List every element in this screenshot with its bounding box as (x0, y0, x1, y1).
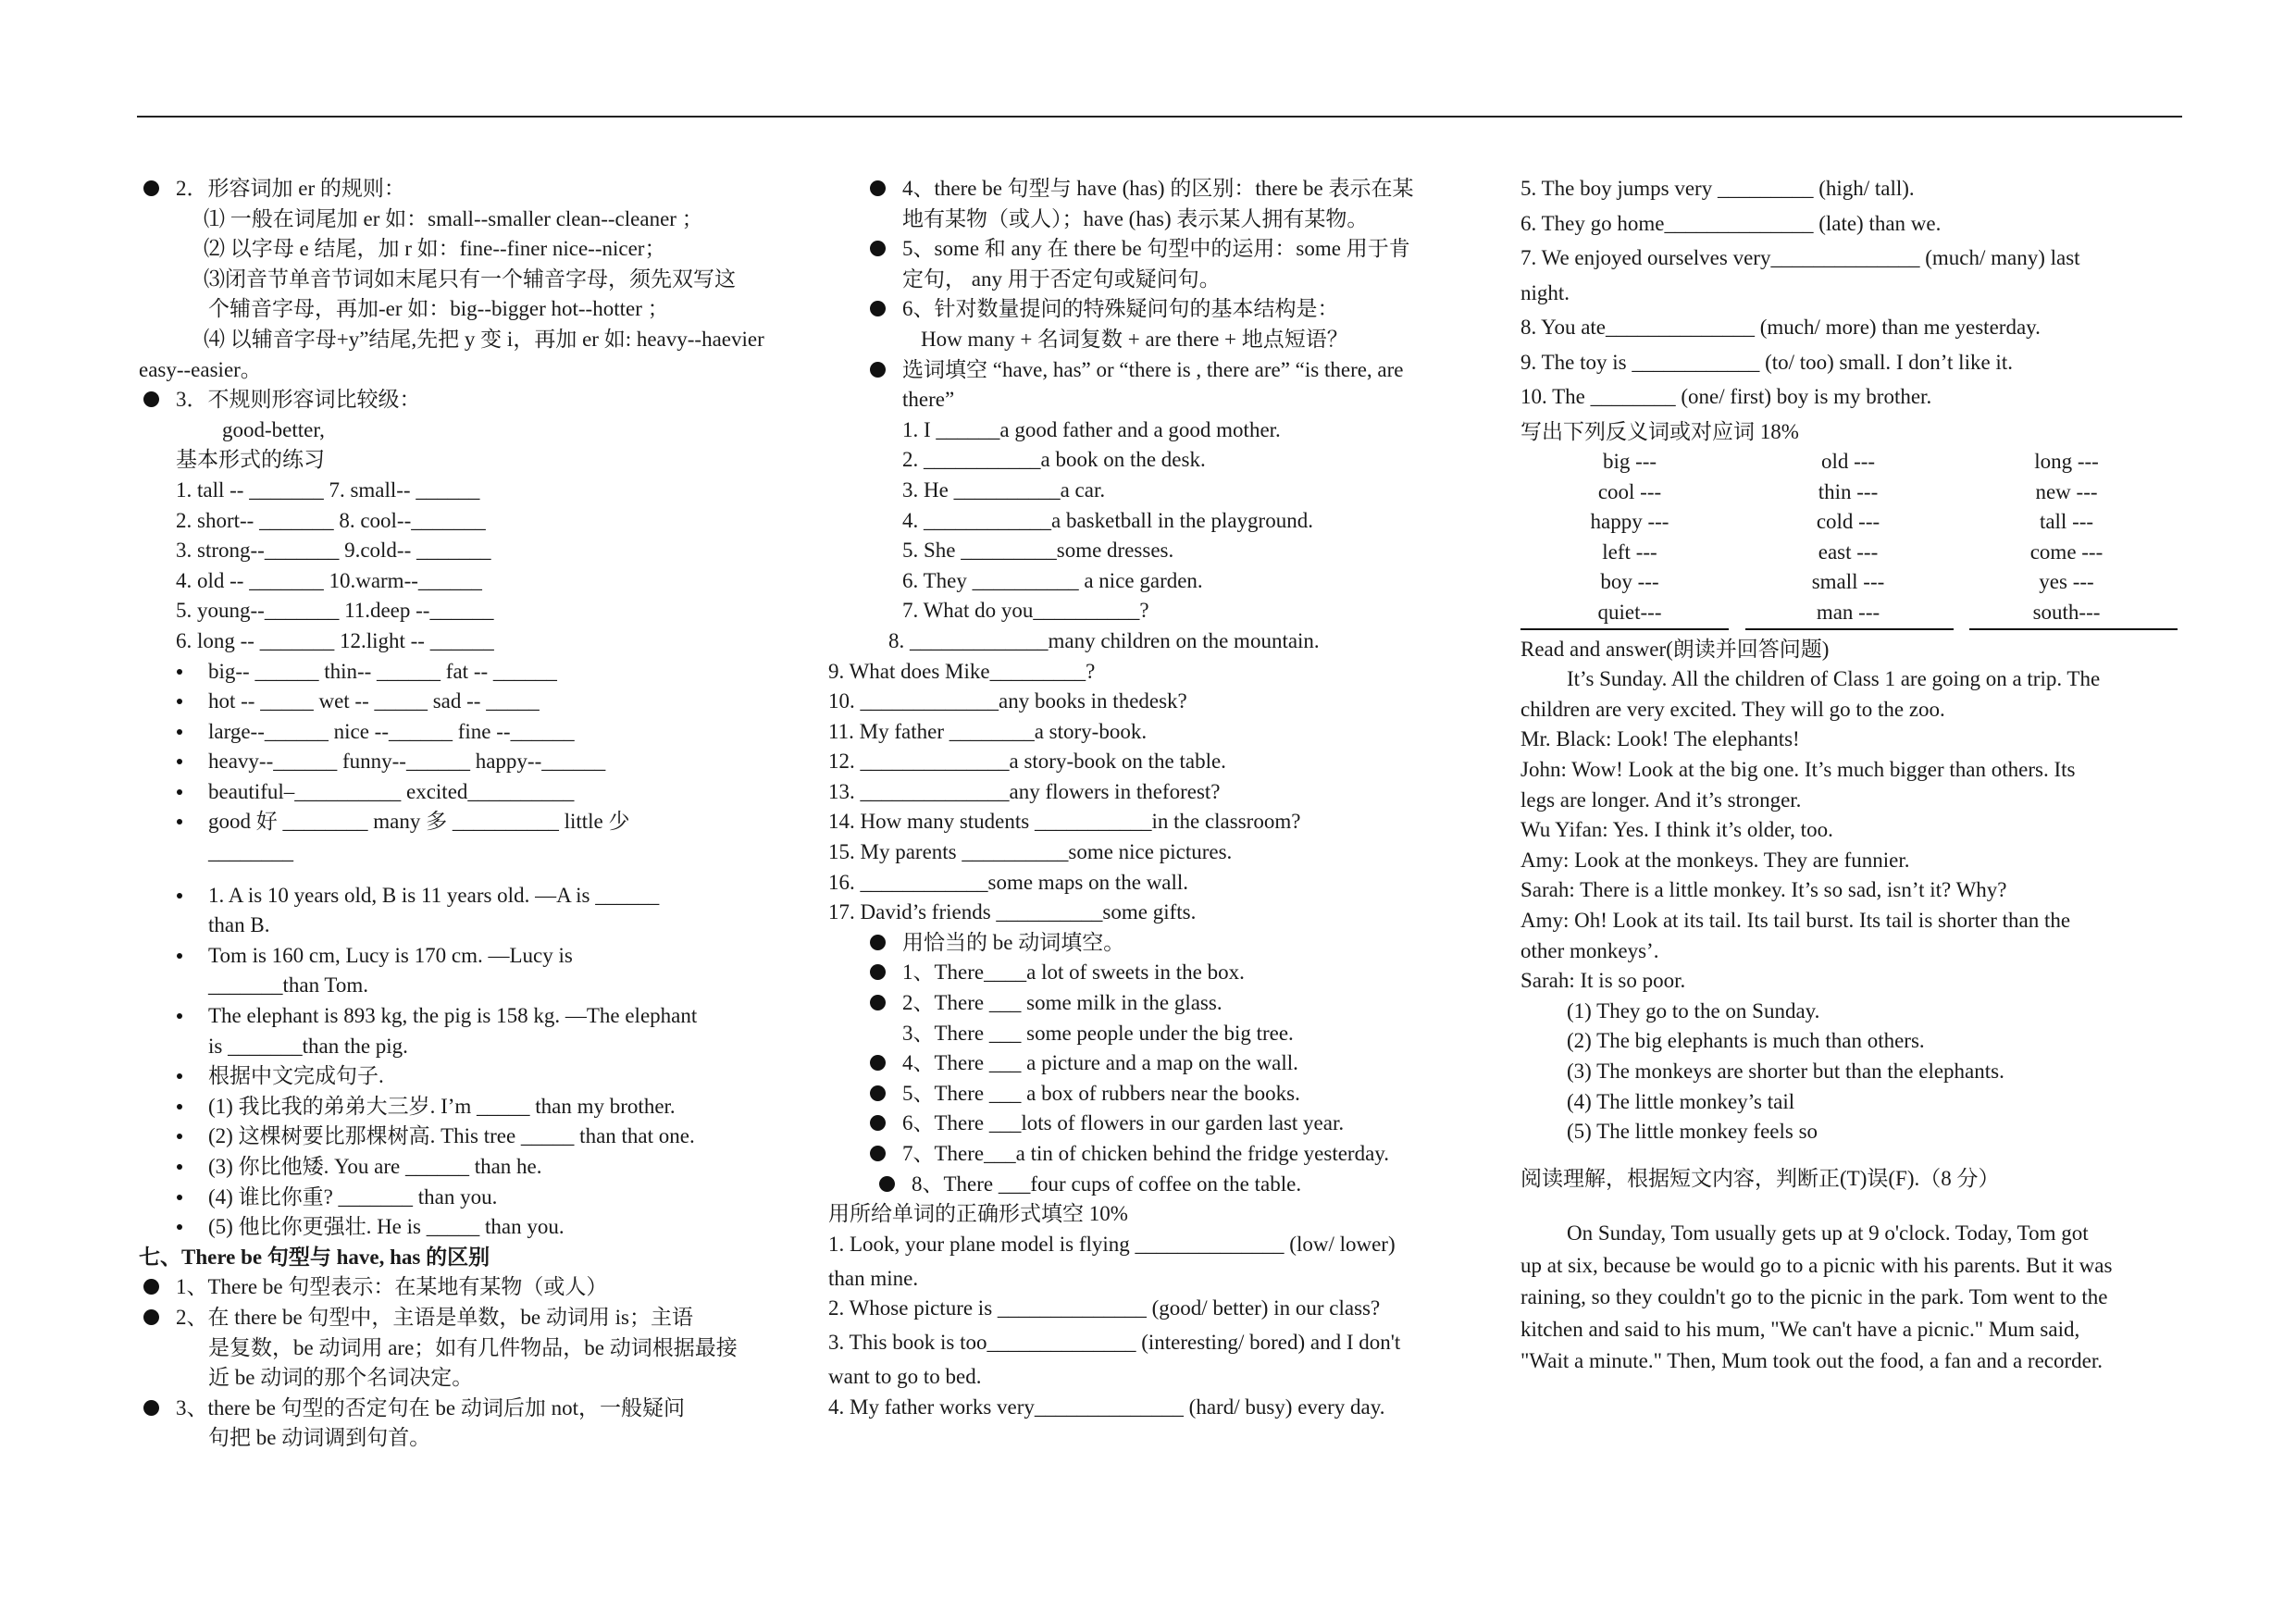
bullet-icon (870, 180, 886, 196)
text-line: (4) 谁比你重? _______ than you. (139, 1183, 842, 1213)
header-rule (137, 116, 2182, 118)
antonym-item: happy --- (1590, 510, 1669, 534)
text-line: (3) 你比他矮. You are ______ than he. (139, 1152, 842, 1183)
text-line: _______than Tom. (208, 973, 369, 998)
text-line: large--______ nice --______ fine --______ (139, 717, 842, 748)
antonym-item: old --- (1820, 450, 1876, 474)
text-line: ⑶闭音节单音节词如末尾只有一个辅音字母，须先双写这 (204, 267, 736, 291)
text-line: 7、There___a tin of chicken behind the fridge yesterday. (828, 1139, 1495, 1170)
bullet-icon (870, 241, 886, 256)
text-line: 3. This book is too______________ (interesting/ bored) and I don't (828, 1331, 1401, 1355)
bullet-icon (143, 180, 159, 196)
exercise-line: 7. We enjoyed ourselves very______________ (much/ many) last (1520, 246, 2080, 269)
story-line: (5) The little monkey feels so (1567, 1120, 1818, 1144)
bullet-icon (870, 964, 886, 980)
text-line: easy--easier。 (139, 357, 262, 381)
small-bullet-icon (177, 893, 182, 899)
antonym-item: east --- (1818, 539, 1879, 564)
fill-in-exercise-continued (1520, 174, 2178, 417)
text-line: 2．形容词加 er 的规则： (139, 174, 842, 205)
antonym-underline (1520, 628, 2178, 631)
text-line: 2、There ___ some milk in the glass. (828, 988, 1495, 1019)
story-line: (2) The big elephants is much than others. (1567, 1029, 1925, 1053)
text-line: 选词填空 “have, has” or “there is , there are” “is there, are (828, 355, 1495, 386)
text-line: 6、针对数量提问的特殊疑问句的基本结构是： (828, 294, 1495, 325)
text-line: 12. ______________a story-book on the table. (828, 750, 1226, 774)
text-line: 句把 be 动词调到句首。 (208, 1426, 431, 1450)
text-line: 1. A is 10 years old, B is 11 years old. —A is ______ (139, 881, 842, 911)
passage-line: up at six, because be would go to a picnic with his parents. But it was (1520, 1253, 2113, 1277)
text-line: 1、There____a lot of sweets in the box. (828, 958, 1495, 988)
text-line: 16. ____________some maps on the wall. (828, 870, 1189, 894)
text-line: 15. My parents __________some nice pictures. (828, 840, 1233, 864)
column-right (1520, 174, 2178, 1378)
text-line: 近 be 动词的那个名词决定。 (208, 1366, 474, 1390)
antonym-item: cool --- (1597, 479, 1662, 503)
bullet-icon (870, 995, 886, 1010)
antonym-item: long --- (2034, 450, 2099, 474)
bullet-icon (870, 1055, 886, 1071)
text-line: 3、there be 句型的否定句在 be 动词后加 not，一般疑问 (139, 1394, 842, 1424)
antonym-item: new --- (2035, 479, 2098, 503)
text-line: ⑵ 以字母 e 结尾，加 r 如：fine--finer nice--nicer； (204, 237, 666, 261)
text-line: 4、There ___ a picture and a map on the wall. (828, 1048, 1495, 1079)
antonym-row (1520, 507, 2178, 538)
antonym-item: left --- (1602, 539, 1657, 564)
antonym-item: yes --- (2039, 570, 2094, 594)
small-bullet-icon (177, 1195, 182, 1200)
antonym-title: 写出下列反义词或对应词 18% (1520, 419, 1799, 443)
antonym-item: boy --- (1600, 570, 1659, 594)
antonym-item: thin --- (1818, 479, 1879, 503)
story-line: Amy: Oh! Look at its tail. Its tail burst. Its tail is shorter than the (1520, 909, 2071, 932)
read-title: Read and answer(朗读并回答问题) (1520, 637, 1830, 661)
text-line: 4. ____________a basketball in the playground. (902, 508, 1313, 532)
small-bullet-icon (177, 1073, 182, 1079)
text-line: 2. Whose picture is ______________ (good/ better) in our class? (828, 1296, 1381, 1320)
small-bullet-icon (177, 819, 182, 824)
text-line: 用恰当的 be 动词填空。 (828, 928, 1495, 959)
text-line: 4. old -- _______ 10.warm--______ (176, 568, 482, 592)
column-left (139, 174, 842, 1454)
small-bullet-icon (177, 1164, 182, 1170)
text-line: The elephant is 893 kg, the pig is 158 kg. —The elephant (139, 1001, 842, 1032)
text-line: 4、there be 句型与 have (has) 的区别：there be 表示在某 (828, 174, 1495, 205)
story-line: Sarah: There is a little monkey. It’s so sad, isn’t it? Why? (1520, 878, 2007, 902)
bullet-icon (143, 1400, 159, 1416)
passage-line: kitchen and said to his mum, "We can't have a picnic." Mum said, (1520, 1317, 2080, 1341)
bullet-icon (870, 301, 886, 316)
text-line: 地有某物（或人）；have (has) 表示某人拥有某物。 (902, 206, 1369, 230)
story-line: (3) The monkeys are shorter but than the elephants. (1567, 1059, 2004, 1083)
text-line: 是复数，be 动词用 are；如有几件物品，be 动词根据最接 (208, 1335, 738, 1359)
story-line: It’s Sunday. All the children of Class 1 are going on a trip. The (1567, 667, 2101, 691)
text-line: 1. Look, your plane model is flying ______________ (low/ lower) (828, 1232, 1396, 1256)
exercise-line: 9. The toy is ____________ (to/ too) small. I don’t like it. (1520, 350, 2013, 374)
text-line: 8. _____________many children on the mountain. (888, 628, 1320, 652)
text-line: 3. He __________a car. (902, 477, 1106, 502)
text-line: 1. tall -- _______ 7. small-- ______ (176, 477, 480, 502)
antonym-table (1520, 447, 2178, 628)
text-line: 9. What does Mike_________? (828, 659, 1096, 683)
story-line: Mr. Black: Look! The elephants! (1520, 727, 1800, 751)
small-bullet-icon (177, 953, 182, 959)
text-line: ⑴ 一般在词尾加 er 如：small--smaller clean--cleaner ； (204, 206, 703, 230)
judge-title: 阅读理解，根据短文内容，判断正(T)误(F).（8 分） (1520, 1166, 2000, 1190)
small-bullet-icon (177, 1134, 182, 1139)
text-line: 1、There be 句型表示：在某地有某物（或人） (139, 1272, 842, 1303)
text-line: 10. _____________any books in thedesk? (828, 689, 1187, 713)
text-line: 13. ______________any flowers in theforest? (828, 779, 1221, 803)
text-line: 7. What do you__________? (902, 599, 1149, 623)
story-line: John: Wow! Look at the big one. It’s much bigger than others. Its (1520, 758, 2076, 782)
antonym-item: tall --- (2039, 510, 2094, 534)
text-line: ⑷ 以辅音字母+y”结尾,先把 y 变 i，再加 er 如: heavy--haevier (204, 327, 764, 351)
bullet-icon (870, 1146, 886, 1161)
antonym-row (1520, 598, 2178, 628)
text-line: Tom is 160 cm, Lucy is 170 cm. —Lucy is (139, 941, 842, 972)
story-line: Amy: Look at the monkeys. They are funnier. (1520, 848, 1910, 872)
small-bullet-icon (177, 1013, 182, 1019)
text-line: 4. My father works very______________ (hard/ busy) every day. (828, 1395, 1385, 1419)
antonym-row (1520, 538, 2178, 568)
exercise-line: 6. They go home______________ (late) than we. (1520, 211, 1942, 235)
small-bullet-icon (177, 669, 182, 675)
text-line: 6. long -- _______ 12.light -- ______ (176, 628, 494, 652)
antonym-item: man --- (1816, 601, 1880, 625)
text-line: 3．不规则形容词比较级： (139, 385, 842, 415)
antonym-row (1520, 477, 2178, 508)
antonym-item: small --- (1811, 570, 1885, 594)
story-line: (1) They go to the on Sunday. (1567, 998, 1820, 1023)
small-bullet-icon (177, 1104, 182, 1110)
small-bullet-icon (177, 789, 182, 795)
antonym-item: quiet--- (1597, 601, 1662, 625)
story-line: other monkeys’. (1520, 938, 1659, 962)
exercise-line: 5. The boy jumps very _________ (high/ tall). (1520, 177, 1915, 200)
text-line: 1. I ______a good father and a good mother. (902, 417, 1281, 441)
text-line: 6. They __________ a nice garden. (902, 568, 1203, 592)
text-line: 3、There ___ some people under the big tree. (902, 1021, 1294, 1045)
story-line: legs are longer. And it’s stronger. (1520, 787, 1802, 812)
bullet-icon (870, 362, 886, 378)
antonym-row (1520, 447, 2178, 477)
text-line: good-better, (222, 417, 325, 441)
exercise-line: night. (1520, 280, 1570, 304)
text-line: 5、some 和 any 在 there be 句型中的运用：some 用于肯 (828, 234, 1495, 265)
story-line: Wu Yifan: Yes. I think it’s older, too. (1520, 818, 1833, 842)
antonym-item: south--- (2032, 601, 2101, 625)
text-line: than mine. (828, 1266, 919, 1290)
text-line: 8、There ___four cups of coffee on the table. (828, 1170, 1495, 1200)
passage-line: "Wait a minute." Then, Mum took out the food, a fan and a recorder. (1520, 1349, 2104, 1373)
column-middle (828, 174, 1495, 1427)
text-line: 17. David’s friends __________some gifts. (828, 900, 1197, 924)
bullet-icon (870, 935, 886, 950)
small-bullet-icon (177, 759, 182, 764)
antonym-item: big --- (1602, 450, 1657, 474)
text-line: 6、There ___lots of flowers in our garden last year. (828, 1109, 1495, 1139)
text-line: 5. She _________some dresses. (902, 539, 1174, 563)
text-line: good 好 ________ many 多 __________ little 少 (139, 807, 842, 837)
text-line: How many + 名词复数 + are there + 地点短语？ (921, 327, 1348, 351)
story-line: (4) The little monkey’s tail (1567, 1089, 1795, 1113)
text-line: 5、There ___ a box of rubbers near the books. (828, 1079, 1495, 1110)
bullet-icon (143, 391, 159, 407)
exercise-line: 10. The ________ (one/ first) boy is my brother. (1520, 385, 1932, 408)
passage-line: On Sunday, Tom usually gets up at 9 o'clock. Today, Tom got (1567, 1221, 2089, 1246)
passage-line: raining, so they couldn't go to the picnic in the park. Tom went to the (1520, 1285, 2108, 1309)
text-line: beautiful–__________ excited__________ (139, 777, 842, 808)
small-bullet-icon (177, 699, 182, 704)
text-line: 5. young--_______ 11.deep --______ (176, 599, 494, 623)
antonym-row (1520, 567, 2178, 598)
text-line: 用所给单词的正确形式填空 10% (828, 1202, 1128, 1226)
text-line: 14. How many students ___________in the classroom? (828, 810, 1301, 834)
text-line: want to go to bed. (828, 1365, 982, 1389)
story-line: children are very excited. They will go to the zoo. (1520, 697, 1945, 721)
text-line: 个辅音字母，再加-er 如：big--bigger hot--hotter ； (208, 297, 669, 321)
text-line: 2. ___________a book on the desk. (902, 448, 1206, 472)
text-line: 七、There be 句型与 have, has 的区别 (139, 1245, 490, 1269)
exercise-line: 8. You ate______________ (much/ more) than me yesterday. (1520, 316, 2041, 339)
text-line: 2、在 there be 句型中，主语是单数，be 动词用 is；主语 (139, 1303, 842, 1333)
small-bullet-icon (177, 1224, 182, 1230)
text-line: there” (902, 388, 955, 412)
text-line: 根据中文完成句子. (139, 1061, 842, 1092)
reading-story (1520, 664, 2178, 1147)
reading-passage (1520, 1218, 2178, 1378)
text-line: heavy--______ funny--______ happy--______ (139, 747, 842, 777)
text-line: 基本形式的练习 (176, 448, 325, 472)
story-line: Sarah: It is so poor. (1520, 969, 1686, 993)
small-bullet-icon (177, 729, 182, 735)
antonym-item: cold --- (1816, 510, 1880, 534)
text-line: (1) 我比我的弟弟大三岁. I’m _____ than my brother. (139, 1092, 842, 1122)
bullet-icon (143, 1309, 159, 1325)
text-line: hot -- _____ wet -- _____ sad -- _____ (139, 687, 842, 717)
text-line: big-- ______ thin-- ______ fat -- ______ (139, 657, 842, 688)
bullet-icon (143, 1279, 159, 1295)
antonym-item: come --- (2029, 539, 2104, 564)
text-line: than B. (208, 913, 270, 937)
text-line: 11. My father ________a story-book. (828, 719, 1148, 743)
text-line: (2) 这棵树要比那棵树高. This tree _____ than that one. (139, 1122, 842, 1152)
bullet-icon (870, 1085, 886, 1101)
text-line: 定句， any 用于否定句或疑问句。 (902, 267, 1221, 291)
text-line: is _______than the pig. (208, 1034, 408, 1058)
text-line: 3. strong--_______ 9.cold-- _______ (176, 539, 491, 563)
bullet-icon (870, 1115, 886, 1131)
text-line: (5) 他比你更强壮. He is _____ than you. (139, 1212, 842, 1243)
text-line: 2. short-- _______ 8. cool--_______ (176, 508, 486, 532)
text-line: ________ (208, 840, 293, 864)
bullet-icon (879, 1176, 895, 1192)
